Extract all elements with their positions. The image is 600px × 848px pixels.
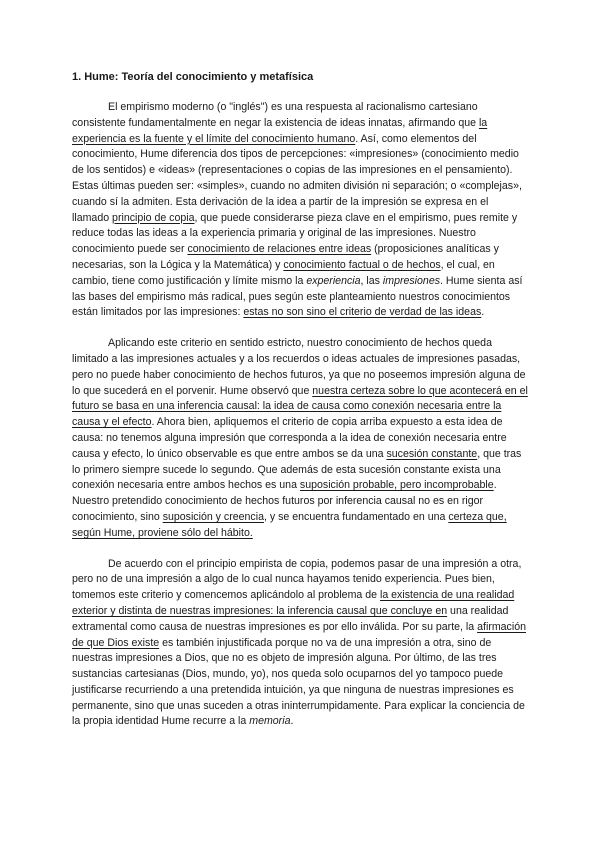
underlined-phrase: certeza que, según Hume, proviene sólo del hábito. [72,510,507,539]
underlined-phrase: principio de copia [112,211,195,224]
document-page [72,70,528,745]
underlined-phrase: nuestra certeza sobre lo que acontecerá en el futuro se basa en una inferencia causal: la idea de causa como conexión necesaria entre la causa y el efecto [72,384,528,429]
text-run: , las [360,274,383,287]
italic-term: impresiones [382,274,441,287]
paragraph-causalidad [72,336,528,541]
text-run: , que puede considerarse pieza clave en el empirismo, pues remite y reduce todas las ideas a la experiencia primaria y original de las impresiones. Nuestro conocimiento puede ser [72,211,518,256]
section-heading: 1. Hume: Teoría del conocimiento y metafísica [72,71,314,83]
text-run: es también injustificada porque no va de una impresión a otra, sino de nuestras impresiones a Dios, que no es objeto de impresión alguna. Por último, de las tres sustancias cartesianas (Dios, mundo, yo), nos queda solo ocuparnos del yo tampoco puede justificarse recurriendo a una pretendida intuición, ya que ninguna de nuestras impresiones es permanente, sino que unas suceden a otras ininterrumpidamente. Para explicar la conciencia de la propia identidad Hume recurre a la [72,636,525,728]
text-run: Aplicando este criterio en sentido estricto, nuestro conocimiento de hechos queda limitado a las impresiones actuales y a los recuerdos o ideas actuales de impresiones pasadas, pero no puede haber conocimiento de hechos futuros, ya que no poseemos impresión alguna de lo que sucederá en el porvenir. Hume observó que [72,337,526,397]
text-run: . Nuestro pretendido conocimiento de hechos futuros por inferencia causal no es en rigor conocimiento, sino [72,479,497,523]
underlined-phrase: afirmación de que Dios existe [72,620,526,649]
paragraph-metafisica [72,557,528,731]
underlined-phrase: estas no son sino el criterio de verdad de las ideas [243,306,482,319]
underlined-phrase: la experiencia es la fuente y el límite del conocimiento humano [72,116,488,145]
underlined-phrase: conocimiento factual o de hechos [283,258,441,271]
text-run: . Así, como elementos del conocimiento, Hume diferencia dos tipos de percepciones: «impresiones» (conocimiento medio de los sentidos) e «ideas» (representaciones o copias de las impresiones en el pensamiento). Estas últimas pueden ser: «simples», cuando no admiten división ni separación; o «complejas», cuando sí la admiten. Esta derivación de la idea a partir de la impresión se expresa en el llamado [72,132,522,224]
underlined-phrase: suposición y creencia [162,510,264,523]
italic-term: memoria [249,715,291,728]
text-run: , que tras lo primero siempre sucede lo segundo. Que además de esta sucesión constante exista una conexión necesaria entre ambos hechos es una [72,447,522,492]
paragraph-empirismo [72,100,528,321]
underlined-phrase: conocimiento de relaciones entre ideas [187,243,372,256]
text-run: , el cual, en cambio, tiene como justificación y límite mismo la [72,258,495,287]
text-run: . [481,306,485,319]
text-run: El empirismo moderno (o "inglés") es una respuesta al racionalismo cartesiano consistente fundamentalmente en negar la existencia de ideas innatas, afirmando que [72,101,479,129]
underlined-phrase: sucesión constante [386,447,478,460]
underlined-phrase: suposición probable, pero incomprobable [299,479,494,492]
text-run: . Hume sienta así las bases del empirismo más radical, pues según este planteamiento nuestros conocimientos están limitados por las impresiones: [72,274,523,319]
text-run: De acuerdo con el principio empirista de copia, podemos pasar de una impresión a otra, pero no de una impresión a algo de lo cual nunca hayamos tenido experiencia. Pues bien, tomemos este criterio y comencemos aplicándolo al problema de [72,557,522,602]
text-run: . [290,715,294,728]
text-run: . Ahora bien, apliquemos el criterio de copia arriba expuesto a esta idea de causa: no tenemos alguna impresión que corresponda a la idea de conexión necesaria entre causa y efecto, lo único observable es que entre ambos se da una [72,416,507,460]
text-run: (proposiciones analíticas y necesarias, son la Lógica y la Matemática) y [72,243,499,271]
underlined-phrase: la existencia de una realidad exterior y distinta de nuestras impresiones: la inferencia causal que concluye en [72,589,515,617]
italic-term: experiencia [306,274,361,287]
text-run: una realidad extramental como causa de nuestras impresiones es por ello inválida. Por su parte, la [72,604,509,633]
text-run: , y se encuentra fundamentado en una [263,510,449,523]
